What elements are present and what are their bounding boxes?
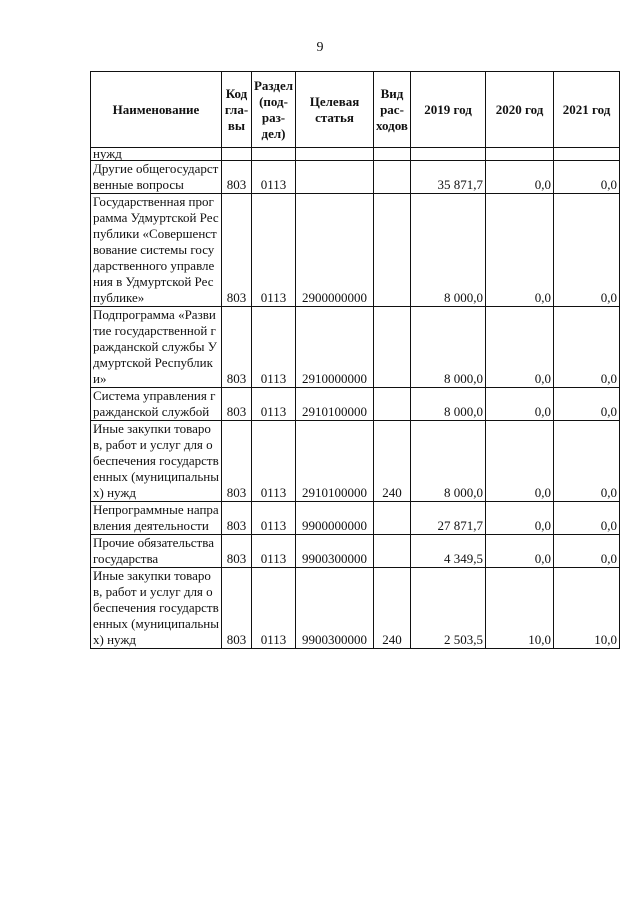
table-row	[91, 421, 620, 502]
header-name: Наименование	[91, 72, 222, 148]
row-2021: 0,0	[554, 535, 620, 568]
row-2021: 0,0	[554, 161, 620, 194]
table-row	[91, 568, 620, 649]
row-section: 0113	[252, 194, 296, 307]
row-target: 2910100000	[296, 388, 374, 421]
row-type	[374, 161, 411, 194]
table-row	[91, 148, 620, 161]
row-name: нужд	[91, 148, 222, 161]
row-type	[374, 388, 411, 421]
row-2021: 0,0	[554, 388, 620, 421]
row-2021: 0,0	[554, 307, 620, 388]
row-name: Иные закупки товаров, работ и услуг для обеспечения государственных (муниципальных) нужд	[91, 421, 222, 502]
row-section: 0113	[252, 421, 296, 502]
header-year-2021: 2021 год	[554, 72, 620, 148]
budget-table	[90, 71, 620, 649]
header-year-2019: 2019 год	[411, 72, 486, 148]
row-2019: 27 871,7	[411, 502, 486, 535]
row-name: Система управления гражданской службой	[91, 388, 222, 421]
table-row	[91, 307, 620, 388]
table-row	[91, 194, 620, 307]
row-target: 9900000000	[296, 502, 374, 535]
row-2020: 0,0	[486, 421, 554, 502]
row-type: 240	[374, 421, 411, 502]
row-chapter: 803	[222, 307, 252, 388]
row-section: 0113	[252, 535, 296, 568]
header-target-article: Целевая статья	[296, 72, 374, 148]
row-chapter: 803	[222, 161, 252, 194]
row-target	[296, 148, 374, 161]
row-section: 0113	[252, 161, 296, 194]
row-target: 9900300000	[296, 535, 374, 568]
row-section: 0113	[252, 568, 296, 649]
row-2020	[486, 148, 554, 161]
row-chapter: 803	[222, 194, 252, 307]
table-row	[91, 388, 620, 421]
row-name: Другие общегосударственные вопросы	[91, 161, 222, 194]
table-row	[91, 502, 620, 535]
row-chapter: 803	[222, 388, 252, 421]
row-2020: 0,0	[486, 194, 554, 307]
row-name: Прочие обязательства государства	[91, 535, 222, 568]
row-chapter	[222, 148, 252, 161]
page-number: 9	[316, 40, 324, 55]
header-chapter-code: Код гла- вы	[222, 72, 252, 148]
row-2019: 8 000,0	[411, 307, 486, 388]
row-type	[374, 307, 411, 388]
row-2019: 8 000,0	[411, 194, 486, 307]
row-section: 0113	[252, 307, 296, 388]
row-2020: 0,0	[486, 502, 554, 535]
row-2021: 0,0	[554, 421, 620, 502]
row-target	[296, 161, 374, 194]
row-target: 2900000000	[296, 194, 374, 307]
row-2020: 0,0	[486, 307, 554, 388]
row-section	[252, 148, 296, 161]
row-target: 2910100000	[296, 421, 374, 502]
row-name: Иные закупки товаров, работ и услуг для обеспечения государственных (муниципальных) нужд	[91, 568, 222, 649]
row-name: Подпрограмма «Развитие государственной гражданской службы Удмуртской Республики»	[91, 307, 222, 388]
row-chapter: 803	[222, 421, 252, 502]
row-type	[374, 535, 411, 568]
row-2019: 2 503,5	[411, 568, 486, 649]
row-chapter: 803	[222, 568, 252, 649]
row-2020: 10,0	[486, 568, 554, 649]
row-2021: 10,0	[554, 568, 620, 649]
row-type	[374, 194, 411, 307]
table-header-row	[91, 72, 620, 148]
row-type	[374, 502, 411, 535]
row-section: 0113	[252, 388, 296, 421]
row-target: 9900300000	[296, 568, 374, 649]
header-year-2020: 2020 год	[486, 72, 554, 148]
row-2019	[411, 148, 486, 161]
row-chapter: 803	[222, 535, 252, 568]
row-2020: 0,0	[486, 388, 554, 421]
row-2019: 4 349,5	[411, 535, 486, 568]
row-2020: 0,0	[486, 161, 554, 194]
row-name: Непрограммные направления деятельности	[91, 502, 222, 535]
row-2019: 35 871,7	[411, 161, 486, 194]
row-2020: 0,0	[486, 535, 554, 568]
row-2021: 0,0	[554, 194, 620, 307]
row-name: Государственная программа Удмуртской Республики «Совершенствование системы государственного управления в Удмуртской Республике»	[91, 194, 222, 307]
table-row	[91, 161, 620, 194]
row-2019: 8 000,0	[411, 388, 486, 421]
row-type	[374, 148, 411, 161]
row-chapter: 803	[222, 502, 252, 535]
row-target: 2910000000	[296, 307, 374, 388]
header-section: Раздел (под- раз- дел)	[252, 72, 296, 148]
table-row	[91, 535, 620, 568]
row-section: 0113	[252, 502, 296, 535]
row-2019: 8 000,0	[411, 421, 486, 502]
row-2021	[554, 148, 620, 161]
header-expense-type: Вид рас- ходов	[374, 72, 411, 148]
row-type: 240	[374, 568, 411, 649]
row-2021: 0,0	[554, 502, 620, 535]
